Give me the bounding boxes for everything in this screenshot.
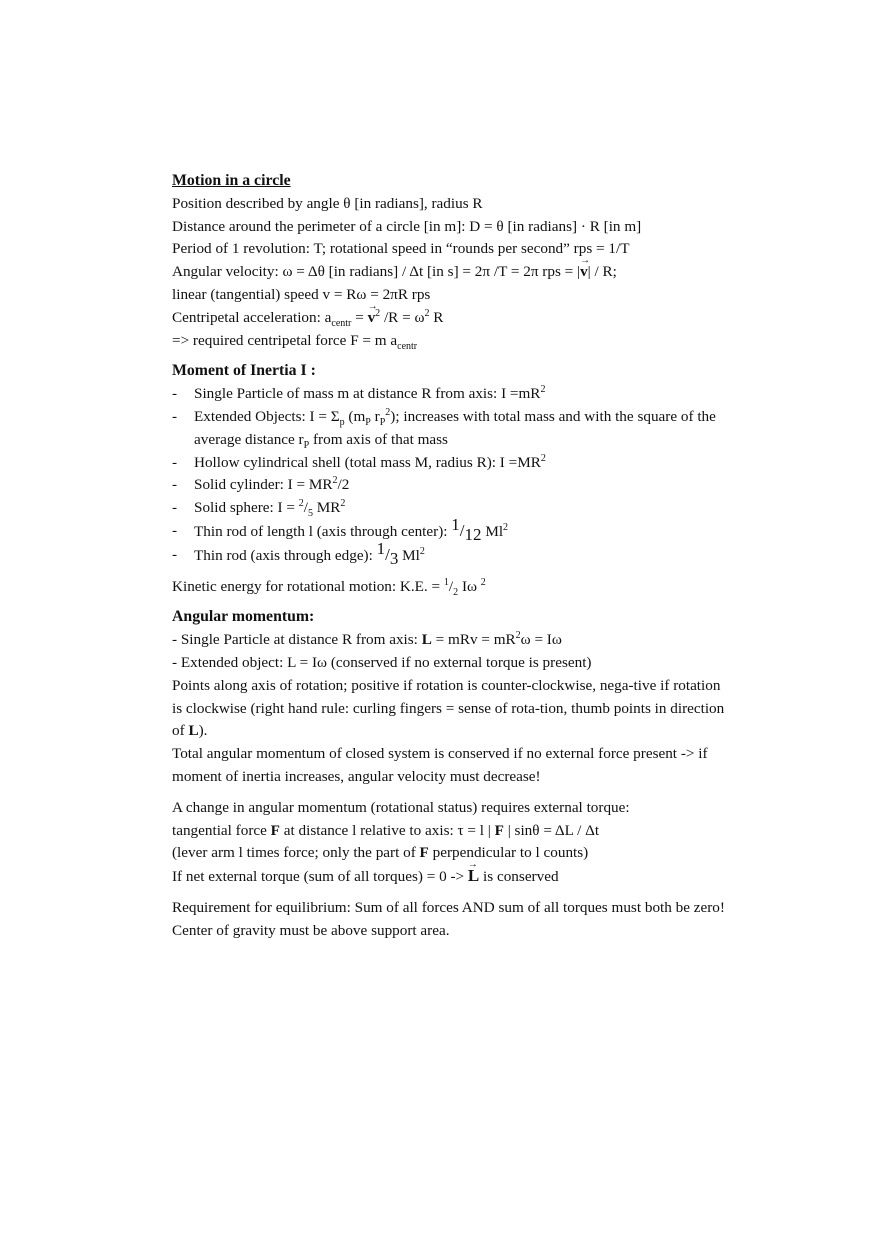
text-fragment: | sinθ = ΔL / Δt xyxy=(503,821,600,839)
dash: - xyxy=(172,476,178,494)
text-line: - Extended object: L = Iω (conserved if no external torque is present) xyxy=(172,653,592,671)
list-item xyxy=(172,383,732,406)
text-fragment: at distance l relative to axis: τ = l | xyxy=(279,821,495,839)
kinetic-energy-line xyxy=(172,576,732,599)
list-item xyxy=(172,538,732,568)
text-fragment: tangential force xyxy=(172,821,271,839)
text-fragment: Hollow cylindrical shell (total mass M, radius R): I =MR xyxy=(194,453,541,471)
text-fragment: Solid cylinder: I = MR xyxy=(194,476,333,494)
text-fragment: (m xyxy=(344,407,366,425)
text-fragment: Single Particle of mass m at distance R from axis: I =mR xyxy=(194,385,541,403)
text-fragment: Points along axis of rotation; positive if rotation is counter-clockwise, nega-tive if rotation is clockwise (right hand rule: curling fingers = sense of rota-tion, thumb points in direction of xyxy=(172,676,725,740)
subscript: P xyxy=(379,417,386,428)
text-fragment: / xyxy=(459,520,465,540)
text-line: Distance around the perimeter of a circle [in m]: D = θ [in radians] · R [in m] xyxy=(172,217,642,235)
subscript: centr xyxy=(397,340,418,352)
list-item xyxy=(172,514,732,544)
superscript: 2 xyxy=(540,452,546,464)
superscript: 1 xyxy=(376,538,386,558)
text-fragment: R xyxy=(429,308,444,326)
section-motion-in-a-circle xyxy=(172,170,732,352)
text-fragment: is conserved xyxy=(479,868,559,886)
superscript: 1 xyxy=(443,576,449,588)
text-fragment: Angular velocity: ω = Δθ [in radians] / Δt [in s] = 2π /T = 2π rps = | xyxy=(172,263,581,281)
text-fragment: Kinetic energy for rotational motion: K.E. = xyxy=(172,577,444,595)
text-fragment: Thin rod (axis through edge): xyxy=(194,546,377,564)
subscript: 5 xyxy=(307,508,313,520)
subscript: 3 xyxy=(389,548,399,568)
text-line xyxy=(172,629,732,652)
text-fragment: | / R; xyxy=(587,263,617,281)
dash: - xyxy=(172,385,178,403)
superscript: 2 xyxy=(480,576,486,588)
text-line xyxy=(172,865,732,889)
text-fragment: Extended Objects: I = Σ xyxy=(194,407,340,425)
text-line: Position described by angle θ [in radians], radius R xyxy=(172,194,483,212)
subscript: P xyxy=(365,417,371,428)
subscript: P xyxy=(303,439,310,451)
subscript: 12 xyxy=(464,524,482,544)
text-fragment: = xyxy=(351,308,368,326)
text-fragment: perpendicular to l counts) xyxy=(428,844,589,862)
bold-symbol: F xyxy=(494,821,504,839)
section-title: Angular momentum: xyxy=(172,608,315,626)
dash: - xyxy=(172,545,178,563)
subscript: 2 xyxy=(453,586,459,598)
superscript: 2 xyxy=(385,406,391,418)
subscript: centr xyxy=(331,317,352,329)
text-line xyxy=(172,261,732,284)
text-fragment: => required centripetal force F = m a xyxy=(172,331,398,349)
text-fragment: MR xyxy=(312,499,341,517)
bold-symbol: F xyxy=(419,844,429,862)
text-fragment: ). xyxy=(198,722,208,740)
superscript: 2 xyxy=(424,307,430,319)
document-page xyxy=(172,170,732,943)
bold-symbol: L xyxy=(421,631,432,649)
superscript: 2 xyxy=(298,498,304,510)
text-fragment: = mRv = mR xyxy=(431,631,516,649)
dash: - xyxy=(172,499,178,517)
bold-symbol: L xyxy=(188,722,199,740)
section-torque xyxy=(172,797,732,889)
text-fragment: ); increases with total mass and with the square of the average distance r xyxy=(194,407,716,448)
text-line: Period of 1 revolution: T; rotational speed in “rounds per second” rps = 1/T xyxy=(172,240,630,258)
section-title: Moment of Inertia I : xyxy=(172,362,316,380)
vector-v: → v xyxy=(368,307,376,330)
superscript: 2 xyxy=(375,307,381,319)
superscript: 2 xyxy=(332,475,338,487)
superscript: 2 xyxy=(419,545,425,557)
text-line xyxy=(172,330,732,353)
text-fragment: /R = ω xyxy=(380,308,425,326)
equilibrium-paragraph: Requirement for equilibrium: Sum of all forces AND sum of all torques must both be zero! Center of gravity must be above support area. xyxy=(172,898,725,939)
subscript: p xyxy=(339,417,345,428)
text-fragment: ω = Iω xyxy=(520,631,562,649)
text-fragment: - Single Particle at distance R from axis: xyxy=(172,631,422,649)
paragraph: Total angular momentum of closed system is conserved if no external force present -> if moment of inertia increases, angular velocity must decrease! xyxy=(172,745,708,785)
text-fragment: (lever arm l times force; only the part of xyxy=(172,844,420,862)
vector-l: → L xyxy=(468,865,479,888)
list-item xyxy=(172,406,732,452)
superscript: 2 xyxy=(515,630,521,642)
dash: - xyxy=(172,453,178,471)
text-line: linear (tangential) speed v = Rω = 2πR rps xyxy=(172,285,431,303)
text-fragment: If net external torque (sum of all torques) = 0 -> xyxy=(172,868,468,886)
text-fragment: Ml xyxy=(398,546,420,564)
text-fragment: Ml xyxy=(481,522,504,540)
section-moment-of-inertia xyxy=(172,360,732,567)
list-item xyxy=(172,474,732,497)
dash: - xyxy=(172,521,178,539)
text-line xyxy=(172,307,732,330)
text-line xyxy=(172,820,732,843)
text-fragment: / xyxy=(303,499,308,517)
inertia-list xyxy=(172,383,732,567)
text-fragment: Centripetal acceleration: a xyxy=(172,308,332,326)
superscript: 2 xyxy=(503,521,509,533)
text-fragment: Iω xyxy=(458,577,481,595)
text-line xyxy=(172,842,732,865)
text-fragment: Solid sphere: I = xyxy=(194,499,299,517)
dash: - xyxy=(172,407,178,425)
text-fragment: Thin rod of length l (axis through center): xyxy=(194,522,452,540)
section-angular-momentum xyxy=(172,606,732,788)
vector-v: → v xyxy=(580,261,588,284)
text-fragment: / xyxy=(385,544,390,564)
section-title: Motion in a circle xyxy=(172,172,291,189)
superscript: 2 xyxy=(540,384,546,396)
superscript: 2 xyxy=(340,498,346,510)
list-item xyxy=(172,452,732,475)
text-fragment: from axis of that mass xyxy=(309,430,448,448)
paragraph xyxy=(172,675,732,743)
text-fragment: / xyxy=(448,577,454,595)
text-fragment: r xyxy=(370,407,380,425)
text-fragment: /2 xyxy=(337,476,350,494)
superscript: 1 xyxy=(451,514,460,534)
text-line: A change in angular momentum (rotational status) requires external torque: xyxy=(172,798,630,816)
bold-symbol: F xyxy=(270,821,280,839)
